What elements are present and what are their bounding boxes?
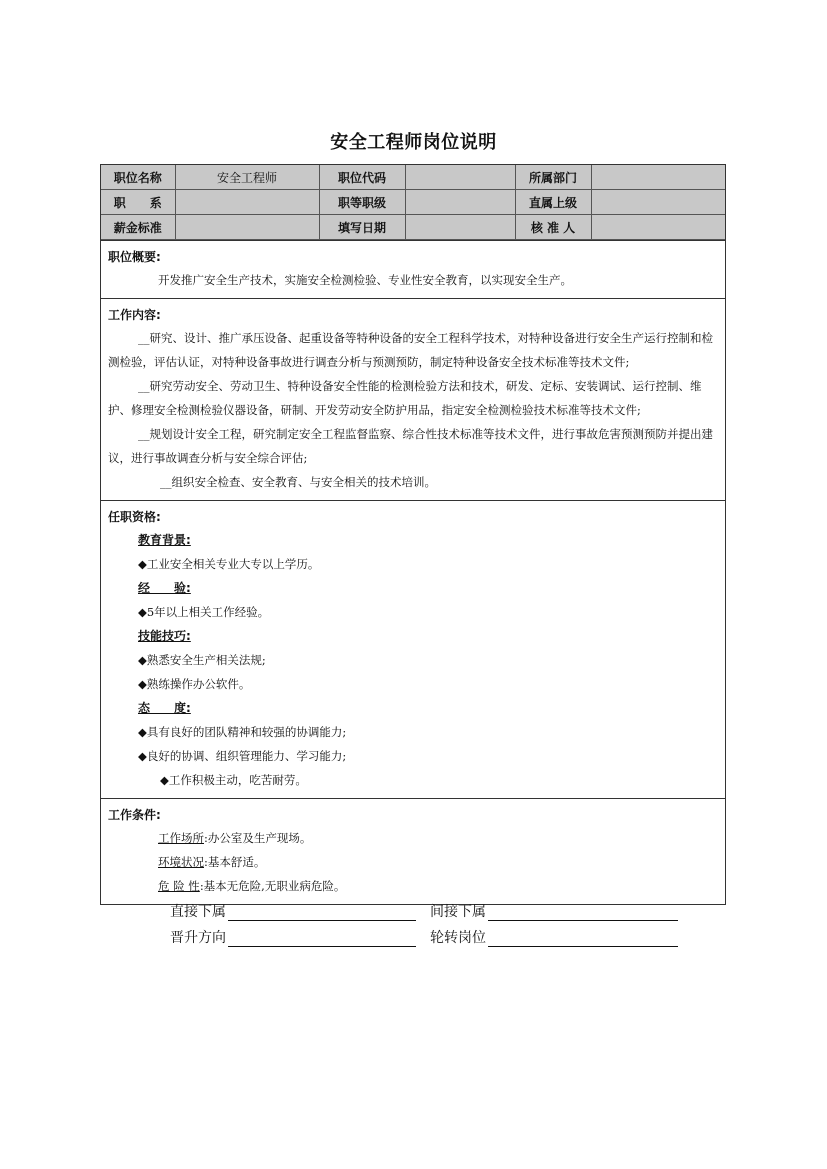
condition-risk-value: :基本无危险,无职业病危险。 <box>199 879 346 893</box>
overview-text: 开发推广安全生产技术，实施安全检测检验、专业性安全教育，以实现安全生产。 <box>158 273 572 287</box>
rotation-label: 轮转岗位 <box>430 930 486 946</box>
skill-item: ◆熟练操作办公软件。 <box>138 677 251 691</box>
qualification-heading: 任职资格: <box>108 510 161 524</box>
conditions-heading: 工作条件: <box>108 808 161 822</box>
header-row <box>101 165 725 190</box>
direct-subordinate-label: 直接下属 <box>170 904 226 920</box>
attitude-item: ◆良好的协调、组织管理能力、学习能力; <box>138 749 347 763</box>
header-label-cell: 所属部门 <box>515 165 591 190</box>
work-item: __研究、设计、推广承压设备、起重设备等特种设备的安全工程科学技术，对特种设备进行安全生产运行控制和检测检验，评估认证，对特种设备事故进行调查分析与预测预防，制定特种设备安全技术标准等技术文件; <box>108 331 713 369</box>
promotion-label: 晋升方向 <box>170 930 226 946</box>
header-value-cell <box>591 215 725 240</box>
work-item: __规划设计安全工程，研究制定安全工程监督监察、综合性技术标准等技术文件，进行事故危害预测预防并提出建议，进行事故调查分析与安全综合评估; <box>108 427 713 465</box>
header-row <box>101 215 725 240</box>
attitude-item: ◆工作积极主动，吃苦耐劳。 <box>160 773 307 787</box>
footer-row <box>170 895 690 921</box>
experience-heading: 经 验: <box>138 581 191 595</box>
header-row <box>101 190 725 215</box>
work-section <box>101 298 725 500</box>
header-value-cell <box>405 215 515 240</box>
work-heading: 工作内容: <box>108 308 161 322</box>
skill-item: ◆熟悉安全生产相关法规; <box>138 653 266 667</box>
overview-heading: 职位概要: <box>108 250 161 264</box>
promotion-blank[interactable] <box>228 932 416 947</box>
header-value-cell <box>175 190 319 215</box>
indirect-subordinate-label: 间接下属 <box>430 904 486 920</box>
condition-place-key: 工作场所 <box>158 831 204 845</box>
condition-place-value: :办公室及生产现场。 <box>204 831 312 845</box>
attitude-item: ◆具有良好的团队精神和较强的协调能力; <box>138 725 347 739</box>
header-value-cell: 安全工程师 <box>175 165 319 190</box>
condition-environment-key: 环境状况 <box>158 855 204 869</box>
header-label-cell: 职等职级 <box>319 190 405 215</box>
condition-environment <box>108 850 719 874</box>
condition-environment-value: :基本舒适。 <box>204 855 266 869</box>
header-label-cell: 核 准 人 <box>515 215 591 240</box>
attitude-heading: 态 度: <box>138 701 191 715</box>
header-value-cell <box>591 190 725 215</box>
header-label-cell: 职位代码 <box>319 165 405 190</box>
header-label-cell: 填写日期 <box>319 215 405 240</box>
experience-item: ◆5年以上相关工作经验。 <box>138 605 270 619</box>
direct-subordinate-blank[interactable] <box>228 906 416 921</box>
header-label-cell: 直属上级 <box>515 190 591 215</box>
education-heading: 教育背景: <box>138 533 191 547</box>
qualification-section <box>101 500 725 798</box>
header-label-cell: 薪金标准 <box>101 215 175 240</box>
indirect-subordinate-field <box>430 901 690 921</box>
footer-fields <box>170 895 690 947</box>
page-title: 安全工程师岗位说明 <box>330 132 497 153</box>
overview-section <box>101 240 725 298</box>
skills-heading: 技能技巧: <box>138 629 191 643</box>
condition-place <box>108 826 719 850</box>
work-item: __研究劳动安全、劳动卫生、特种设备安全性能的检测检验方法和技术，研发、定标、安装调试、运行控制、维护、修理安全检测检验仪器设备，研制、开发劳动安全防护用品，指定安全检测检验技术标准等技术文件; <box>108 379 702 417</box>
conditions-section <box>101 798 725 904</box>
header-value-cell <box>405 165 515 190</box>
header-table <box>101 165 725 240</box>
header-label-cell: 职位名称 <box>101 165 175 190</box>
header-label-cell: 职 系 <box>101 190 175 215</box>
work-item: __组织安全检查、安全教育、与安全相关的技术培训。 <box>160 475 436 489</box>
footer-row <box>170 921 690 947</box>
header-value-cell <box>591 165 725 190</box>
job-description-form <box>100 164 726 905</box>
rotation-field <box>430 927 690 947</box>
header-value-cell <box>175 215 319 240</box>
header-value-cell <box>405 190 515 215</box>
direct-subordinate-field <box>170 901 430 921</box>
indirect-subordinate-blank[interactable] <box>488 906 678 921</box>
rotation-blank[interactable] <box>488 932 678 947</box>
promotion-field <box>170 927 430 947</box>
education-item: ◆工业安全相关专业大专以上学历。 <box>138 557 320 571</box>
condition-risk-key: 危 险 性 <box>158 879 200 893</box>
